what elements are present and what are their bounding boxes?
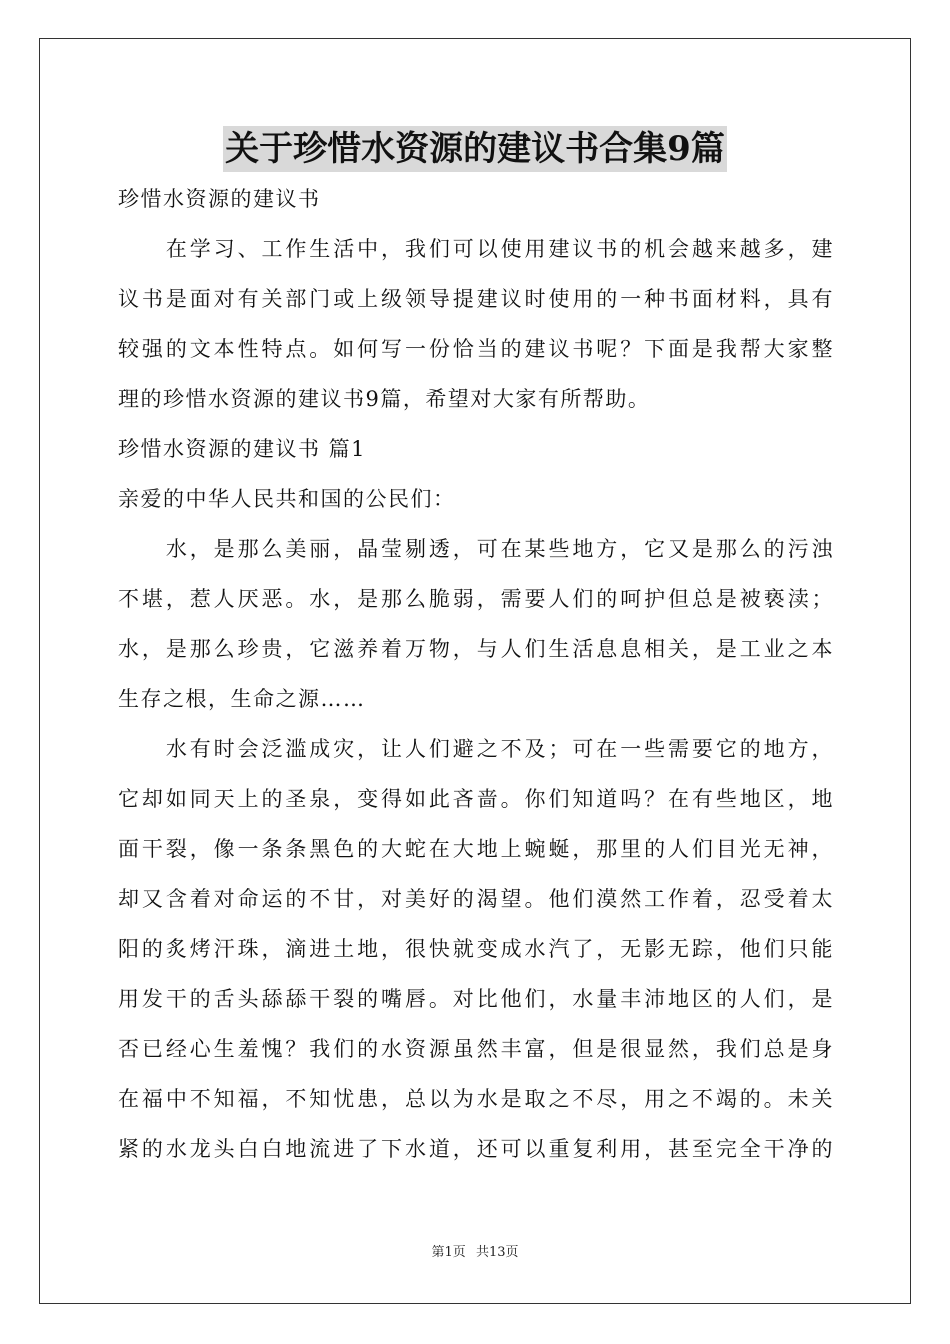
- salutation: 亲爱的中华人民共和国的公民们：: [118, 487, 456, 511]
- paragraph-line: 议书是面对有关部门或上级领导提建议时使用的一种书面材料，具有: [118, 287, 834, 311]
- page-footer: [0, 1244, 950, 1262]
- page-total: 共13页: [475, 1245, 519, 1260]
- paragraph-line: 否已经心生羞愧？我们的水资源虽然丰富，但是很显然，我们总是身: [118, 1037, 834, 1061]
- section-heading-intro: 珍惜水资源的建议书: [118, 187, 321, 211]
- section-heading-part1: 珍惜水资源的建议书 篇1: [118, 437, 367, 461]
- page-number: 第1页: [431, 1245, 466, 1260]
- paragraph-line: 紧的水龙头白白地流进了下水道，还可以重复利用，甚至完全干净的: [118, 1137, 834, 1161]
- paragraph-line: 水有时会泛滥成灾，让人们避之不及；可在一些需要它的地方，: [118, 737, 834, 761]
- paragraph-line: 它却如同天上的圣泉，变得如此吝啬。你们知道吗？在有些地区，地: [118, 787, 834, 811]
- paragraph-line: 水，是那么珍贵，它滋养着万物，与人们生活息息相关，是工业之本: [118, 637, 834, 661]
- paragraph-line: 水，是那么美丽，晶莹剔透，可在某些地方，它又是那么的污浊: [118, 537, 834, 561]
- paragraph-line: 面干裂，像一条条黑色的大蛇在大地上蜿蜒，那里的人们目光无神，: [118, 837, 834, 861]
- paragraph-line: 较强的文本性特点。如何写一份恰当的建议书呢？下面是我帮大家整: [118, 337, 834, 361]
- paragraph-line: 生存之根，生命之源……: [118, 687, 366, 711]
- paragraph-line: 在学习、工作生活中，我们可以使用建议书的机会越来越多，建: [118, 237, 834, 261]
- paragraph-line: 在福中不知福，不知忧患，总以为水是取之不尽，用之不竭的。未关: [118, 1087, 834, 1111]
- page-border: [39, 38, 911, 1304]
- paragraph-line: 用发干的舌头舔舔干裂的嘴唇。对比他们，水量丰沛地区的人们，是: [118, 987, 834, 1011]
- paragraph-line: 阳的炙烤汗珠，滴进土地，很快就变成水汽了，无影无踪，他们只能: [118, 937, 834, 961]
- paragraph-line: 不堪，惹人厌恶。水，是那么脆弱，需要人们的呵护但总是被亵渎；: [118, 587, 834, 611]
- document-title: 关于珍惜水资源的建议书合集9篇: [223, 126, 727, 172]
- title-container: [0, 126, 950, 172]
- paragraph-line: 理的珍惜水资源的建议书9篇，希望对大家有所帮助。: [118, 387, 651, 411]
- paragraph-line: 却又含着对命运的不甘，对美好的渴望。他们漠然工作着，忍受着太: [118, 887, 834, 911]
